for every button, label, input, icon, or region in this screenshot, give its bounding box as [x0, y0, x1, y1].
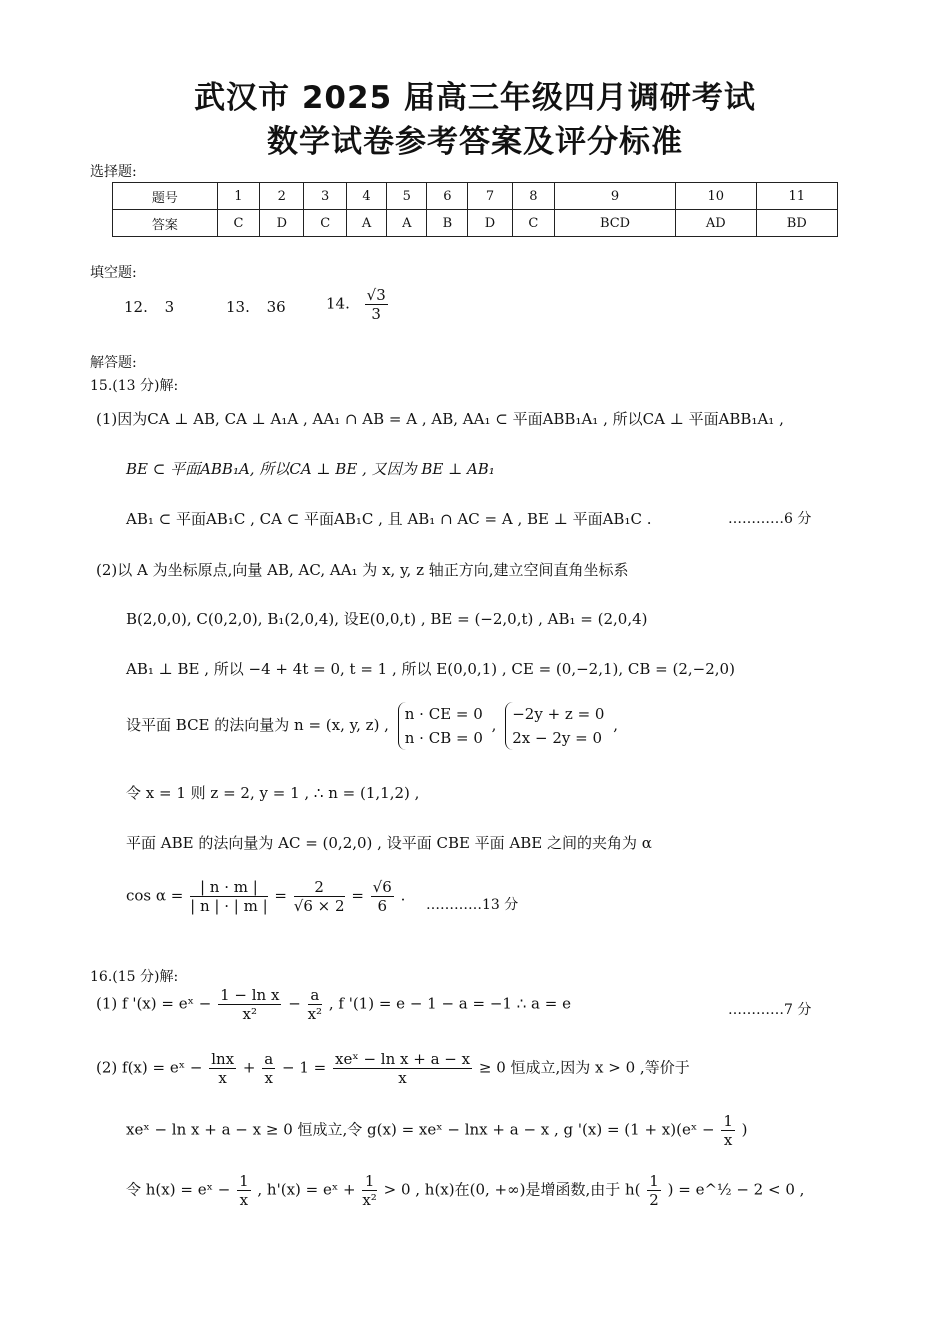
numerator: a	[264, 1050, 274, 1068]
q15-line-4: (2)以 A 为坐标原点,向量 AB, AC, AA₁ 为 x, y, z 轴正方向,建立空间直角坐标系	[96, 561, 629, 579]
fill-answer-13	[226, 298, 286, 316]
fraction	[209, 1050, 236, 1087]
title-line-2: 数学试卷参考答案及评分标准	[267, 124, 683, 160]
equation: n · CE = 0	[404, 705, 483, 723]
numerator: 1 − ln x	[220, 986, 280, 1004]
table-cell: AD	[675, 210, 756, 237]
table-cell: 7	[468, 183, 512, 210]
fraction	[262, 1050, 275, 1087]
numerator: | n · m |	[190, 878, 267, 897]
denominator: x	[264, 1069, 273, 1087]
table-cell: A	[387, 210, 427, 237]
q15-heading: 15.(13 分)解:	[90, 378, 179, 394]
equation: 2x − 2y = 0	[512, 729, 602, 747]
fill-answer-14	[326, 286, 390, 323]
numerator: √3	[366, 286, 386, 304]
fraction	[308, 986, 322, 1023]
numerator: xeˣ − ln x + a − x	[334, 1050, 471, 1068]
score-mark: …………7 分	[728, 1002, 812, 1018]
q16-line-3	[126, 1112, 748, 1149]
h-value-text: ) = e^½ − 2 < 0 ,	[667, 1180, 805, 1199]
table-cell: B	[427, 210, 468, 237]
denominator: x	[239, 1191, 249, 1209]
fraction	[721, 1112, 735, 1149]
fraction	[333, 1050, 472, 1087]
table-cell: 5	[387, 183, 427, 210]
table-cell: 10	[675, 183, 756, 210]
denominator: 6	[377, 897, 387, 915]
numerator: 1	[723, 1112, 733, 1130]
numerator: a	[308, 986, 322, 1005]
table-cell: D	[260, 210, 304, 237]
q16-heading: 16.(15 分)解:	[90, 969, 179, 985]
table-header-cell: 答案	[113, 210, 218, 237]
fill-number: 12.	[124, 298, 148, 316]
derivative-expr: (1) f '(x) = eˣ −	[96, 994, 212, 1013]
q16-line-2	[96, 1050, 690, 1087]
score-mark: …………6 分	[728, 511, 812, 527]
fill-answer: 3	[164, 298, 175, 316]
equation: −2y + z = 0	[512, 705, 605, 723]
q16-line-4	[126, 1172, 804, 1209]
q15-line-5: B(2,0,0), C(0,2,0), B₁(2,0,4), 设E(0,0,t) , BE = (−2,0,t) , AB₁ = (2,0,4)	[126, 610, 648, 628]
monotonic-text: > 0 , h(x)在(0, +∞)是增函数,由于 h(	[383, 1180, 641, 1199]
g-function-expr: xeˣ − ln x + a − x ≥ 0 恒成立,令 g(x) = xeˣ − lnx + a − x , g '(x) = (1 + x)(eˣ −	[126, 1120, 715, 1139]
denominator: x²	[242, 1005, 257, 1023]
fraction	[647, 1172, 661, 1209]
denominator: x	[398, 1069, 407, 1087]
q16-line-1	[96, 986, 571, 1023]
equation: n · CB = 0	[404, 729, 483, 747]
denominator: x²	[307, 1005, 323, 1023]
table-cell: C	[217, 210, 259, 237]
denominator: 2	[649, 1191, 659, 1209]
fill-label: 填空题:	[90, 265, 137, 281]
fraction	[294, 878, 345, 915]
table-cell: 3	[304, 183, 346, 210]
table-cell: BCD	[555, 210, 676, 237]
choice-label: 选择题:	[90, 164, 137, 180]
equation-system	[505, 702, 604, 750]
q15-line-2: BE ⊂ 平面ABB₁A, 所以CA ⊥ BE , 又因为 BE ⊥ AB₁	[126, 460, 495, 478]
normal-vector-intro: 设平面 BCE 的法向量为 n = (x, y, z) ,	[126, 716, 389, 734]
denominator: 3	[371, 305, 381, 323]
numerator: 2	[294, 878, 345, 897]
choice-answer-table	[112, 182, 838, 237]
denominator: x	[218, 1069, 227, 1087]
table-cell: C	[512, 210, 554, 237]
denominator: | n | · | m |	[190, 897, 268, 915]
table-row-numbers	[113, 183, 838, 210]
table-cell: C	[304, 210, 346, 237]
function-expr: (2) f(x) = eˣ −	[96, 1058, 203, 1077]
fraction	[371, 878, 394, 915]
score-mark: …………13 分	[426, 897, 519, 913]
fill-answer-12	[124, 298, 174, 316]
q15-line-8: 令 x = 1 则 z = 2, y = 1 , ∴ n = (1,1,2) ,	[126, 784, 420, 802]
numerator: 1	[649, 1172, 659, 1190]
table-cell: 4	[346, 183, 386, 210]
fill-number: 14.	[326, 294, 350, 313]
table-cell: 1	[217, 183, 259, 210]
denominator: x	[723, 1131, 733, 1149]
cos-alpha-label: cos α =	[126, 886, 184, 905]
fraction	[362, 1172, 376, 1209]
closing-paren: )	[741, 1120, 748, 1139]
h-function-expr: 令 h(x) = eˣ −	[126, 1180, 231, 1199]
q15-line-3: AB₁ ⊂ 平面AB₁C , CA ⊂ 平面AB₁C , 且 AB₁ ∩ AC = A , BE ⊥ 平面AB₁C .	[126, 510, 652, 528]
table-header-cell: 题号	[113, 183, 218, 210]
table-cell: A	[346, 210, 386, 237]
table-cell: 8	[512, 183, 554, 210]
denominator: x²	[362, 1191, 377, 1209]
equation-system	[398, 702, 483, 750]
numerator: 1	[362, 1172, 376, 1191]
q15-line-6: AB₁ ⊥ BE , 所以 −4 + 4t = 0, t = 1 , 所以 E(0,0,1) , CE = (0,−2,1), CB = (2,−2,0)	[126, 660, 735, 678]
fill-number: 13.	[226, 298, 250, 316]
q15-line-7: 设平面 BCE 的法向量为 n = (x, y, z) , n · CE = 0 n · CB = 0 , −2y + z = 0 2x − 2y = 0 ,	[126, 702, 618, 750]
solve-label: 解答题:	[90, 355, 137, 371]
q15-line-1: (1)因为CA ⊥ AB, CA ⊥ A₁A , AA₁ ∩ AB = A , AB, AA₁ ⊂ 平面ABB₁A₁ , 所以CA ⊥ 平面ABB₁A₁ ,	[96, 410, 784, 428]
fraction	[237, 1172, 251, 1209]
table-cell: 9	[555, 183, 676, 210]
fraction	[190, 878, 267, 915]
q15-line-9: 平面 ABE 的法向量为 AC = (0,2,0) , 设平面 CBE 平面 ABE 之间的夹角为 α	[126, 834, 652, 852]
table-cell: BD	[756, 210, 837, 237]
fraction	[365, 286, 388, 323]
inequality-text: ≥ 0 恒成立,因为 x > 0 ,等价于	[478, 1058, 690, 1077]
title-line-1: 武汉市 2025 届高三年级四月调研考试	[194, 80, 756, 116]
table-cell: D	[468, 210, 512, 237]
q15-line-10: cos α = $\frac{| n \cdot m |}{| n | \cdot | m |}$ = $\frac{2}{√6 \times 2}$ = $\frac{√6}{6}$ .	[126, 878, 406, 915]
numerator: lnx	[211, 1050, 235, 1068]
derivative-result: , f '(1) = e − 1 − a = −1 ∴ a = e	[328, 994, 571, 1013]
h-derivative-expr: , h'(x) = eˣ +	[257, 1180, 356, 1199]
denominator: √6 × 2	[293, 897, 345, 915]
numerator: 1	[239, 1172, 249, 1190]
table-cell: 11	[756, 183, 837, 210]
operator: +	[242, 1058, 256, 1077]
fraction	[218, 986, 281, 1023]
operator: − 1 =	[281, 1058, 327, 1077]
numerator: √6	[372, 878, 392, 896]
fill-answer: 36	[266, 298, 286, 316]
table-cell: 2	[260, 183, 304, 210]
operator: −	[288, 994, 301, 1013]
table-row-answers	[113, 210, 838, 237]
table-cell: 6	[427, 183, 468, 210]
